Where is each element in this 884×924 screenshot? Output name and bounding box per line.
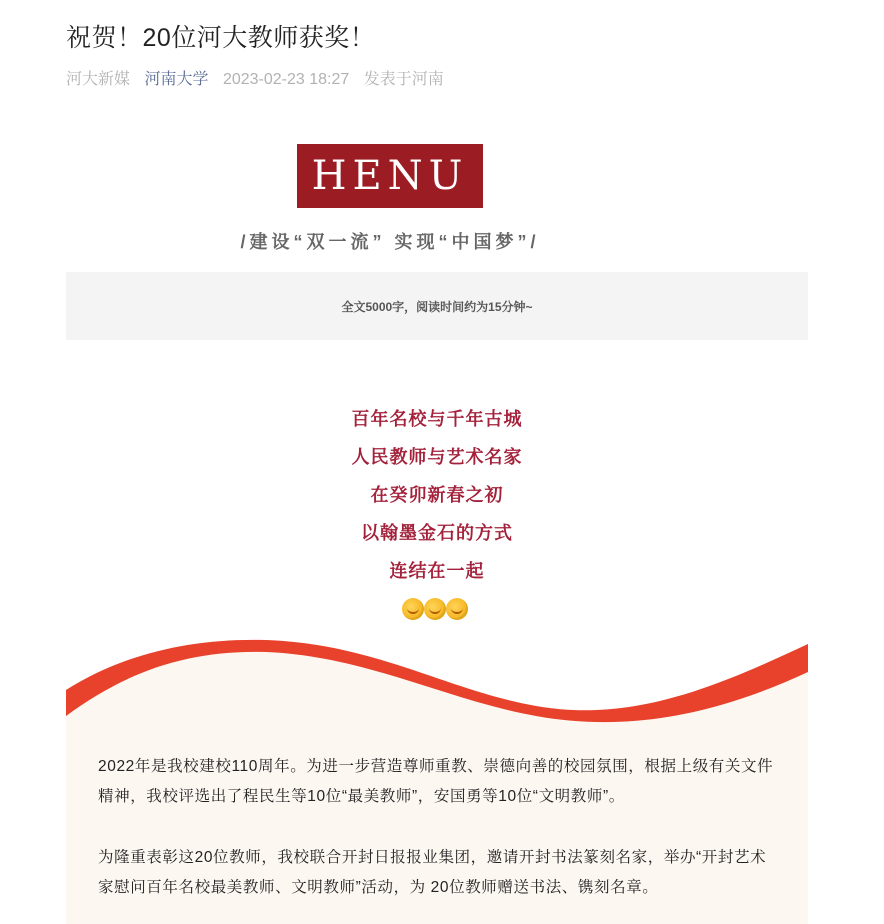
account-link[interactable]: 河南大学 bbox=[144, 71, 209, 88]
poem-line: 人民教师与艺术名家 bbox=[351, 447, 523, 467]
author-name: 河大新媒 bbox=[66, 71, 131, 88]
henu-logo: HENU bbox=[297, 144, 483, 208]
poem-line: 以翰墨金石的方式 bbox=[361, 523, 513, 543]
publish-location: 发表于河南 bbox=[363, 71, 444, 88]
poem-line: 百年名校与千年古城 bbox=[351, 409, 523, 429]
poem-line: 连结在一起 bbox=[389, 561, 485, 581]
grin-emoji-icon bbox=[424, 598, 446, 620]
grin-emoji-icon bbox=[446, 598, 468, 620]
body-paragraph: 2022年是我校建校110周年。为进一步营造尊师重教、崇德向善的校园氛围，根据上级有关文件精神，我校评选出了程民生等10位“最美教师”，安国勇等10位“文明教师”。 bbox=[98, 758, 774, 805]
reading-time-notice: 全文5000字，阅读时间约为15分钟~ bbox=[66, 272, 808, 340]
article-title: 祝贺！20位河大教师获奖！ bbox=[66, 24, 376, 52]
decorative-wave bbox=[66, 632, 808, 752]
body-paragraph: 为隆重表彰这20位教师，我校联合开封日报报业集团，邀请开封书法篆刻名家，举办“开封艺术家慰问百年名校最美教师、文明教师”活动，为 20位教师赠送书法、镌刻名章。 bbox=[98, 849, 767, 896]
poem-block bbox=[66, 400, 808, 590]
grin-emoji-icon bbox=[402, 598, 424, 620]
poem-line: 在癸卯新春之初 bbox=[370, 485, 504, 505]
logo-slogan: /建设“双一流” 实现“中国梦”/ bbox=[240, 232, 540, 252]
emoji-row bbox=[402, 598, 468, 620]
publish-datetime: 2023-02-23 18:27 bbox=[222, 71, 350, 88]
article-meta bbox=[66, 66, 454, 89]
